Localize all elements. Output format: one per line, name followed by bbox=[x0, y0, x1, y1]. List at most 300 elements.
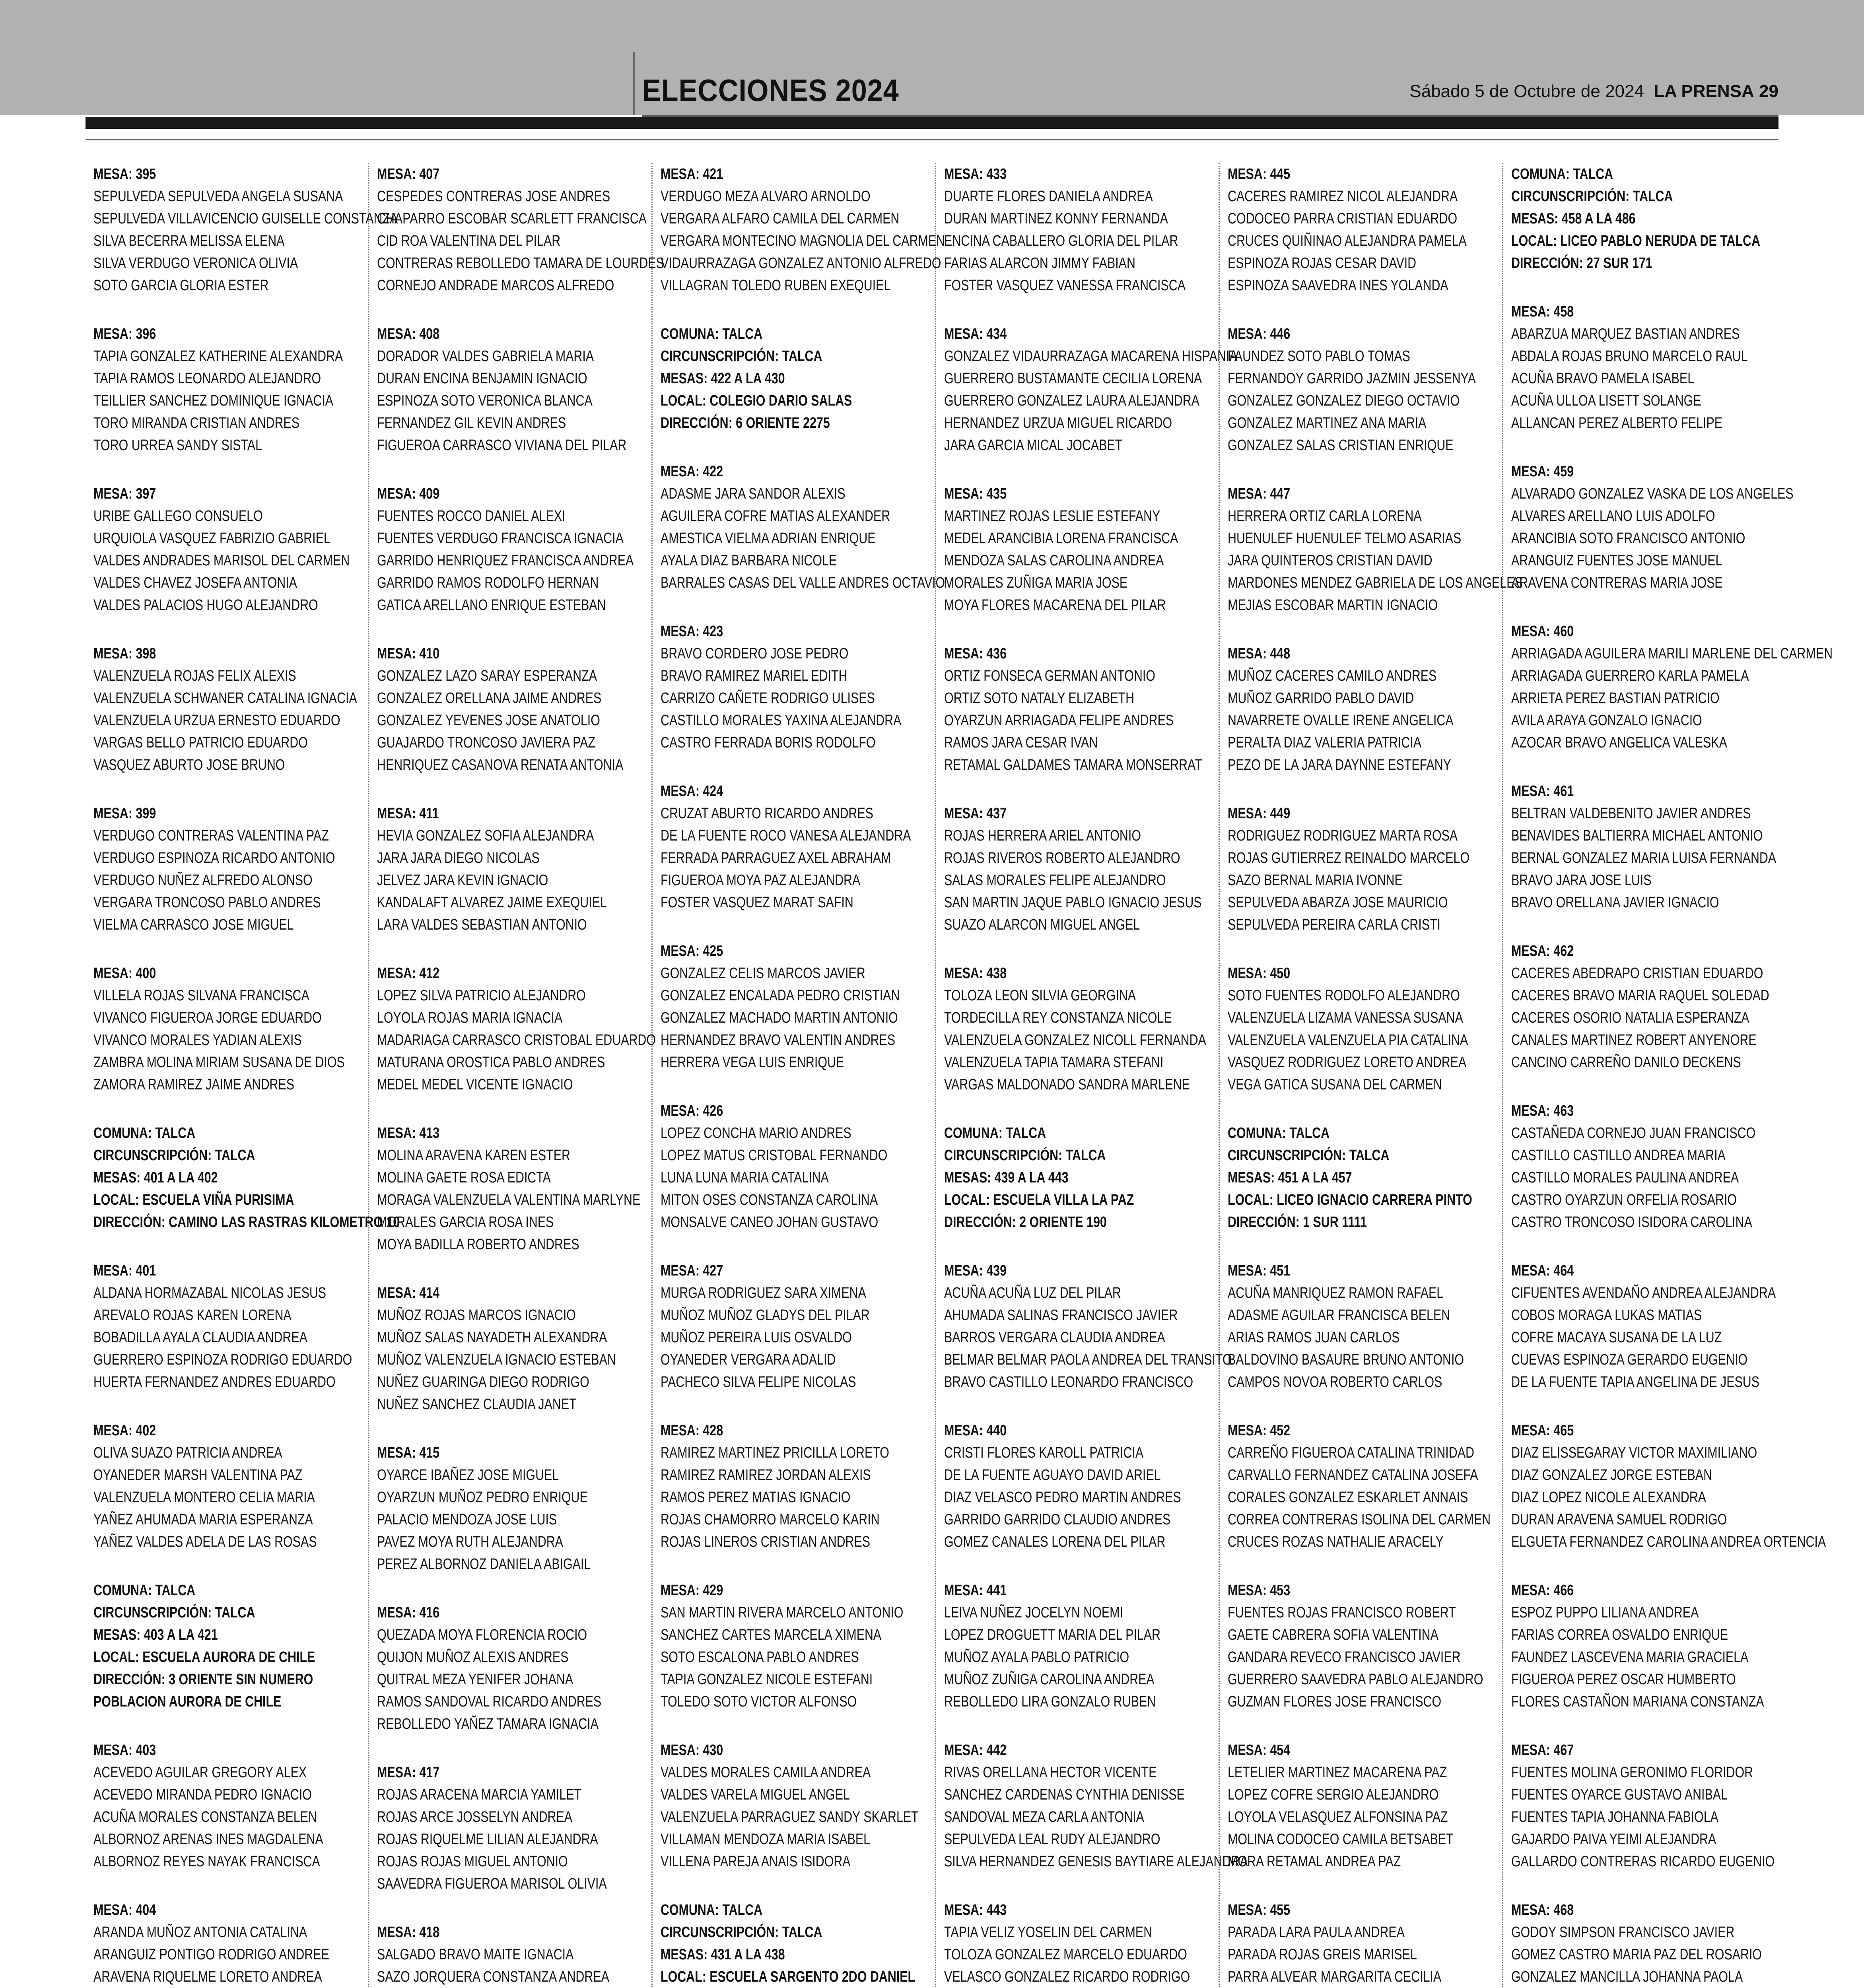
voter-name: MOYA FLORES MACARENA DEL PILAR bbox=[944, 597, 1166, 613]
voter-name: CORREA CONTRERAS ISOLINA DEL CARMEN bbox=[1228, 1511, 1491, 1528]
voter-name: ARAVENA CONTRERAS MARIA JOSE bbox=[1511, 575, 1723, 591]
voter-name: CESPEDES CONTRERAS JOSE ANDRES bbox=[377, 188, 610, 205]
voter-name: CIFUENTES AVENDAÑO ANDREA ALEJANDRA bbox=[1511, 1285, 1776, 1301]
mesa-title: MESA: 400 bbox=[93, 965, 156, 982]
mesa-title: MESA: 424 bbox=[661, 783, 723, 800]
mesa-title: MESA: 418 bbox=[377, 1924, 440, 1941]
polling-place-line: MESAS: 403 A LA 421 bbox=[93, 1627, 218, 1643]
voter-name: FUENTES ROCCO DANIEL ALEXI bbox=[377, 508, 566, 524]
mesa-title: MESA: 428 bbox=[661, 1422, 723, 1439]
voter-name: TOLOZA GONZALEZ MARCELO EDUARDO bbox=[944, 1946, 1187, 1963]
voter-name: ALLANCAN PEREZ ALBERTO FELIPE bbox=[1511, 415, 1723, 431]
voter-name: ACEVEDO MIRANDA PEDRO IGNACIO bbox=[93, 1786, 312, 1803]
voter-name: RAMOS JARA CESAR IVAN bbox=[944, 734, 1098, 751]
mesa-title: MESA: 397 bbox=[93, 485, 156, 502]
voter-name: FIGUEROA PEREZ OSCAR HUMBERTO bbox=[1511, 1671, 1736, 1688]
voter-name: SEPULVEDA LEAL RUDY ALEJANDRO bbox=[944, 1831, 1160, 1848]
voter-name: PARADA ROJAS GREIS MARISEL bbox=[1228, 1946, 1417, 1963]
voter-name: ORTIZ FONSECA GERMAN ANTONIO bbox=[944, 668, 1155, 684]
polling-place-line: DIRECCIÓN: 3 ORIENTE SIN NUMERO bbox=[93, 1671, 313, 1688]
polling-place-line: MESAS: 401 A LA 402 bbox=[93, 1169, 218, 1186]
mesa-block bbox=[377, 1602, 643, 1735]
polling-place-line: COMUNA: TALCA bbox=[661, 326, 763, 342]
voter-name: MOYA BADILLA ROBERTO ANDRES bbox=[377, 1236, 579, 1253]
voter-name: CASTILLO CASTILLO ANDREA MARIA bbox=[1511, 1147, 1726, 1164]
mesa-block bbox=[944, 1899, 1211, 1988]
voter-name: MEDEL MEDEL VICENTE IGNACIO bbox=[377, 1076, 573, 1093]
mesa-title: MESA: 449 bbox=[1228, 805, 1291, 822]
voter-name: AYALA DIAZ BARBARA NICOLE bbox=[661, 552, 837, 569]
mesa-block bbox=[377, 1122, 643, 1256]
voter-name: BRAVO JARA JOSE LUIS bbox=[1511, 872, 1652, 889]
mesa-block bbox=[661, 940, 927, 1074]
voter-name: CRUCES QUIÑINAO ALEJANDRA PAMELA bbox=[1228, 233, 1467, 249]
mesa-title: MESA: 468 bbox=[1511, 1902, 1574, 1918]
voter-name: GARRIDO RAMOS RODOLFO HERNAN bbox=[377, 575, 599, 591]
voter-name: VALENZUELA GONZALEZ NICOLL FERNANDA bbox=[944, 1032, 1206, 1048]
voter-name: RAMIREZ RAMIREZ JORDAN ALEXIS bbox=[661, 1467, 871, 1483]
voter-name: GONZALEZ MANCILLA JOHANNA PAOLA bbox=[1511, 1969, 1743, 1985]
mesa-title: MESA: 447 bbox=[1228, 485, 1291, 502]
polling-place-line: DIRECCIÓN: CAMINO LAS RASTRAS KILOMETRO 10 bbox=[93, 1214, 400, 1231]
mesa-title: MESA: 403 bbox=[93, 1742, 156, 1759]
voter-name: ACUÑA MORALES CONSTANZA BELEN bbox=[93, 1809, 317, 1825]
polling-place-line: COMUNA: TALCA bbox=[661, 1902, 763, 1918]
voter-name: CACERES BRAVO MARIA RAQUEL SOLEDAD bbox=[1511, 987, 1769, 1004]
voter-name: RAMOS SANDOVAL RICARDO ANDRES bbox=[377, 1693, 602, 1710]
voter-name: ARRIAGADA GUERRERO KARLA PAMELA bbox=[1511, 668, 1749, 684]
polling-place-line: LOCAL: ESCUELA VIÑA PURISIMA bbox=[93, 1192, 294, 1208]
mesa-block bbox=[944, 802, 1211, 936]
mesa-block bbox=[93, 1739, 360, 1873]
voter-name: JARA GARCIA MICAL JOCABET bbox=[944, 437, 1123, 454]
voter-name: ACUÑA ULLOA LISETT SOLANGE bbox=[1511, 392, 1701, 409]
voter-name: FUENTES MOLINA GERONIMO FLORIDOR bbox=[1511, 1764, 1753, 1781]
voter-name: MOLINA ARAVENA KAREN ESTER bbox=[377, 1147, 570, 1164]
voter-name: VALDES VARELA MIGUEL ANGEL bbox=[661, 1786, 850, 1803]
voter-name: SAN MARTIN RIVERA MARCELO ANTONIO bbox=[661, 1604, 904, 1621]
polling-place-line: CIRCUNSCRIPCIÓN: TALCA bbox=[93, 1604, 255, 1621]
voter-name: GALLARDO CONTRERAS RICARDO EUGENIO bbox=[1511, 1853, 1775, 1870]
mesa-block bbox=[93, 1260, 360, 1393]
voter-name: GUERRERO BUSTAMANTE CECILIA LORENA bbox=[944, 370, 1202, 387]
voter-name: RAMIREZ MARTINEZ PRICILLA LORETO bbox=[661, 1444, 889, 1461]
mesa-title: MESA: 409 bbox=[377, 485, 440, 502]
voter-name: FAUNDEZ SOTO PABLO TOMAS bbox=[1228, 348, 1410, 365]
mesa-block bbox=[377, 1282, 643, 1415]
voter-name: JARA JARA DIEGO NICOLAS bbox=[377, 850, 540, 866]
mesa-block bbox=[377, 1921, 643, 1988]
mesa-title: MESA: 462 bbox=[1511, 943, 1574, 959]
mesa-block bbox=[377, 1761, 643, 1895]
voter-name: OYANEDER VERGARA ADALID bbox=[661, 1351, 836, 1368]
mesa-title: MESA: 429 bbox=[661, 1582, 723, 1599]
mesa-title: MESA: 434 bbox=[944, 326, 1007, 342]
voter-name: FERNANDOY GARRIDO JAZMIN JESSENYA bbox=[1228, 370, 1476, 387]
voter-name: ROJAS RIQUELME LILIAN ALEJANDRA bbox=[377, 1831, 598, 1848]
voter-name: GAETE CABRERA SOFIA VALENTINA bbox=[1228, 1627, 1438, 1643]
mesa-title: MESA: 448 bbox=[1228, 645, 1291, 662]
voter-name: PEZO DE LA JARA DAYNNE ESTEFANY bbox=[1228, 757, 1451, 773]
voter-name: HERRERA VEGA LUIS ENRIQUE bbox=[661, 1054, 844, 1071]
voter-name: BRAVO CASTILLO LEONARDO FRANCISCO bbox=[944, 1374, 1193, 1390]
mesa-block bbox=[944, 1739, 1248, 1873]
mesa-title: MESA: 445 bbox=[1228, 166, 1291, 182]
voter-name: MORALES ZUÑIGA MARIA JOSE bbox=[944, 575, 1128, 591]
polling-place-line: CIRCUNSCRIPCIÓN: TALCA bbox=[944, 1147, 1106, 1164]
mesa-title: MESA: 440 bbox=[944, 1422, 1007, 1439]
polling-place-line: LOCAL: LICEO IGNACIO CARRERA PINTO bbox=[1228, 1192, 1472, 1208]
mesa-block bbox=[93, 962, 360, 1096]
polling-place-block bbox=[1511, 163, 1778, 274]
voter-name: ROJAS HERRERA ARIEL ANTONIO bbox=[944, 827, 1141, 844]
voter-name: LARA VALDES SEBASTIAN ANTONIO bbox=[377, 916, 587, 933]
voter-name: ROJAS RIVEROS ROBERTO ALEJANDRO bbox=[944, 850, 1180, 866]
voter-name: VERGARA TRONCOSO PABLO ANDRES bbox=[93, 894, 321, 911]
voter-name: VIVANCO FIGUEROA JORGE EDUARDO bbox=[93, 1010, 322, 1026]
polling-place-line: COMUNA: TALCA bbox=[1511, 166, 1613, 182]
voter-name: SILVA VERDUGO VERONICA OLIVIA bbox=[93, 255, 298, 272]
voter-name: BOBADILLA AYALA CLAUDIA ANDREA bbox=[93, 1329, 307, 1346]
mesa-block bbox=[1511, 301, 1778, 434]
listing-columns bbox=[86, 163, 1833, 1988]
voter-name: VIELMA CARRASCO JOSE MIGUEL bbox=[93, 916, 294, 933]
mesa-title: MESA: 452 bbox=[1228, 1422, 1291, 1439]
voter-name: GONZALEZ ORELLANA JAIME ANDRES bbox=[377, 690, 602, 707]
voter-name: SAAVEDRA FIGUEROA MARISOL OLIVIA bbox=[377, 1875, 607, 1892]
voter-name: CODOCEO PARRA CRISTIAN EDUARDO bbox=[1228, 210, 1458, 227]
voter-name: CACERES ABEDRAPO CRISTIAN EDUARDO bbox=[1511, 965, 1763, 982]
voter-name: CASTAÑEDA CORNEJO JUAN FRANCISCO bbox=[1511, 1125, 1756, 1142]
voter-name: GONZALEZ GONZALEZ DIEGO OCTAVIO bbox=[1228, 392, 1460, 409]
mesa-title: MESA: 422 bbox=[661, 463, 723, 480]
voter-name: URIBE GALLEGO CONSUELO bbox=[93, 508, 263, 524]
mesa-title: MESA: 398 bbox=[93, 645, 156, 662]
mesa-title: MESA: 399 bbox=[93, 805, 156, 822]
mesa-block bbox=[1511, 620, 1833, 754]
mesa-title: MESA: 437 bbox=[944, 805, 1007, 822]
voter-name: MORAGA VALENZUELA VALENTINA MARLYNE bbox=[377, 1192, 641, 1208]
voter-name: VARGAS BELLO PATRICIO EDUARDO bbox=[93, 734, 308, 751]
voter-name: JELVEZ JARA KEVIN IGNACIO bbox=[377, 872, 548, 889]
voter-name: DIAZ GONZALEZ JORGE ESTEBAN bbox=[1511, 1467, 1712, 1483]
voter-name: CARREÑO FIGUEROA CATALINA TRINIDAD bbox=[1228, 1444, 1474, 1461]
voter-name: YAÑEZ AHUMADA MARIA ESPERANZA bbox=[93, 1511, 313, 1528]
mesa-block bbox=[661, 1579, 927, 1713]
polling-place-line: COMUNA: TALCA bbox=[1228, 1125, 1330, 1142]
polling-place-block bbox=[661, 323, 927, 434]
voter-name: GUERRERO ESPINOZA RODRIGO EDUARDO bbox=[93, 1351, 352, 1368]
voter-name: CACERES OSORIO NATALIA ESPERANZA bbox=[1511, 1010, 1749, 1026]
voter-name: VILLENA PAREJA ANAIS ISIDORA bbox=[661, 1853, 851, 1870]
voter-name: CARVALLO FERNANDEZ CATALINA JOSEFA bbox=[1228, 1467, 1478, 1483]
voter-name: TAPIA VELIZ YOSELIN DEL CARMEN bbox=[944, 1924, 1153, 1941]
voter-name: GONZALEZ ENCALADA PEDRO CRISTIAN bbox=[661, 987, 900, 1004]
voter-name: HERRERA ORTIZ CARLA LORENA bbox=[1228, 508, 1422, 524]
voter-name: SILVA BECERRA MELISSA ELENA bbox=[93, 233, 285, 249]
voter-name: ZAMORA RAMIREZ JAIME ANDRES bbox=[93, 1076, 295, 1093]
voter-name: MONSALVE CANEO JOHAN GUSTAVO bbox=[661, 1214, 879, 1231]
voter-name: PARRA ALVEAR MARGARITA CECILIA bbox=[1228, 1969, 1442, 1985]
voter-name: SOTO ESCALONA PABLO ANDRES bbox=[661, 1649, 859, 1666]
voter-name: BARRALES CASAS DEL VALLE ANDRES OCTAVIO bbox=[661, 575, 945, 591]
column-1 bbox=[86, 163, 400, 1988]
mesa-block bbox=[661, 1419, 927, 1553]
mesa-block bbox=[1228, 483, 1523, 616]
voter-name: GATICA ARELLANO ENRIQUE ESTEBAN bbox=[377, 597, 606, 613]
voter-name: GOMEZ CANALES LORENA DEL PILAR bbox=[944, 1534, 1166, 1550]
mesa-title: MESA: 460 bbox=[1511, 623, 1574, 640]
voter-name: SALGADO BRAVO MAITE IGNACIA bbox=[377, 1946, 574, 1963]
polling-place-line: MESAS: 439 A LA 443 bbox=[944, 1169, 1069, 1186]
voter-name: VERDUGO NUÑEZ ALFREDO ALONSO bbox=[93, 872, 313, 889]
polling-place-block bbox=[93, 1579, 360, 1713]
polling-place-line: DIRECCIÓN: 1 SUR 1111 bbox=[1228, 1214, 1367, 1231]
mesa-title: MESA: 427 bbox=[661, 1262, 723, 1279]
voter-name: ELGUETA FERNANDEZ CAROLINA ANDREA ORTENCIA bbox=[1511, 1534, 1826, 1550]
voter-name: MATURANA OROSTICA PABLO ANDRES bbox=[377, 1054, 605, 1071]
voter-name: MUÑOZ SALAS NAYADETH ALEXANDRA bbox=[377, 1329, 607, 1346]
voter-name: GODOY SIMPSON FRANCISCO JAVIER bbox=[1511, 1924, 1735, 1941]
voter-name: VALDES ANDRADES MARISOL DEL CARMEN bbox=[93, 552, 350, 569]
voter-name: AHUMADA SALINAS FRANCISCO JAVIER bbox=[944, 1307, 1178, 1324]
voter-name: MOLINA CODOCEO CAMILA BETSABET bbox=[1228, 1831, 1454, 1848]
voter-name: QUIJON MUÑOZ ALEXIS ANDRES bbox=[377, 1649, 569, 1666]
voter-name: MURGA RODRIGUEZ SARA XIMENA bbox=[661, 1285, 866, 1301]
voter-name: MADARIAGA CARRASCO CRISTOBAL EDUARDO bbox=[377, 1032, 656, 1048]
voter-name: AGUILERA COFRE MATIAS ALEXANDER bbox=[661, 508, 890, 524]
voter-name: DIAZ VELASCO PEDRO MARTIN ANDRES bbox=[944, 1489, 1181, 1506]
voter-name: ARRIETA PEREZ BASTIAN PATRICIO bbox=[1511, 690, 1720, 707]
voter-name: CASTRO TRONCOSO ISIDORA CAROLINA bbox=[1511, 1214, 1752, 1231]
voter-name: PARADA LARA PAULA ANDREA bbox=[1228, 1924, 1405, 1941]
page-number: 29 bbox=[1759, 82, 1778, 101]
voter-name: FUENTES TAPIA JOHANNA FABIOLA bbox=[1511, 1809, 1718, 1825]
voter-name: DE LA FUENTE ROCO VANESA ALEJANDRA bbox=[661, 827, 911, 844]
voter-name: VERGARA ALFARO CAMILA DEL CARMEN bbox=[661, 210, 900, 227]
voter-name: QUEZADA MOYA FLORENCIA ROCIO bbox=[377, 1627, 587, 1643]
voter-name: DURAN MARTINEZ KONNY FERNANDA bbox=[944, 210, 1168, 227]
voter-name: CRISTI FLORES KAROLL PATRICIA bbox=[944, 1444, 1144, 1461]
voter-name: PAVEZ MOYA RUTH ALEJANDRA bbox=[377, 1534, 563, 1550]
voter-name: CARRIZO CAÑETE RODRIGO ULISES bbox=[661, 690, 875, 707]
voter-name: CASTRO FERRADA BORIS RODOLFO bbox=[661, 734, 876, 751]
polling-place-line: LOCAL: ESCUELA VILLA LA PAZ bbox=[944, 1192, 1134, 1208]
voter-name: CACERES RAMIREZ NICOL ALEJANDRA bbox=[1228, 188, 1458, 205]
voter-name: BARROS VERGARA CLAUDIA ANDREA bbox=[944, 1329, 1165, 1346]
polling-place-block bbox=[1228, 1122, 1494, 1233]
voter-name: GAJARDO PAIVA YEIMI ALEJANDRA bbox=[1511, 1831, 1716, 1848]
voter-name: NAVARRETE OVALLE IRENE ANGELICA bbox=[1228, 712, 1454, 729]
voter-name: MEJIAS ESCOBAR MARTIN IGNACIO bbox=[1228, 597, 1438, 613]
mesa-block bbox=[93, 802, 360, 936]
voter-name: QUITRAL MEZA YENIFER JOHANA bbox=[377, 1671, 573, 1688]
mesa-title: MESA: 442 bbox=[944, 1742, 1007, 1759]
voter-name: PALACIO MENDOZA JOSE LUIS bbox=[377, 1511, 557, 1528]
voter-name: CUEVAS ESPINOZA GERARDO EUGENIO bbox=[1511, 1351, 1748, 1368]
mesa-title: MESA: 441 bbox=[944, 1582, 1007, 1599]
voter-name: CASTRO OYARZUN ORFELIA ROSARIO bbox=[1511, 1192, 1737, 1208]
mesa-block bbox=[1228, 802, 1494, 936]
mesa-title: MESA: 411 bbox=[377, 805, 439, 822]
polling-place-line: LOCAL: ESCUELA AURORA DE CHILE bbox=[93, 1649, 315, 1666]
voter-name: ABARZUA MARQUEZ BASTIAN ANDRES bbox=[1511, 326, 1740, 342]
voter-name: LOYOLA ROJAS MARIA IGNACIA bbox=[377, 1010, 563, 1026]
voter-name: LUNA LUNA MARIA CATALINA bbox=[661, 1169, 829, 1186]
polling-place-line: CIRCUNSCRIPCIÓN: TALCA bbox=[1511, 188, 1673, 205]
mesa-title: MESA: 408 bbox=[377, 326, 440, 342]
voter-name: ESPINOZA SOTO VERONICA BLANCA bbox=[377, 392, 593, 409]
voter-name: VALDES MORALES CAMILA ANDREA bbox=[661, 1764, 871, 1781]
voter-name: ADASME AGUILAR FRANCISCA BELEN bbox=[1228, 1307, 1450, 1324]
voter-name: BELMAR BELMAR PAOLA ANDREA DEL TRANSITO bbox=[944, 1351, 1232, 1368]
voter-name: BERNAL GONZALEZ MARIA LUISA FERNANDA bbox=[1511, 850, 1777, 866]
voter-name: DE LA FUENTE AGUAYO DAVID ARIEL bbox=[944, 1467, 1161, 1483]
voter-name: FUENTES OYARCE GUSTAVO ANIBAL bbox=[1511, 1786, 1728, 1803]
voter-name: VELASCO GONZALEZ RICARDO RODRIGO bbox=[944, 1969, 1190, 1985]
mesa-title: MESA: 443 bbox=[944, 1902, 1007, 1918]
voter-name: SEPULVEDA PEREIRA CARLA CRISTI bbox=[1228, 916, 1440, 933]
voter-name: ARANDA MUÑOZ ANTONIA CATALINA bbox=[93, 1924, 307, 1941]
mesa-title: MESA: 463 bbox=[1511, 1103, 1574, 1119]
voter-name: ALBORNOZ REYES NAYAK FRANCISCA bbox=[93, 1853, 320, 1870]
voter-name: FUENTES ROJAS FRANCISCO ROBERT bbox=[1228, 1604, 1456, 1621]
voter-name: ROJAS GUTIERREZ REINALDO MARCELO bbox=[1228, 850, 1470, 866]
voter-name: SOTO FUENTES RODOLFO ALEJANDRO bbox=[1228, 987, 1460, 1004]
polling-place-line: LOCAL: LICEO PABLO NERUDA DE TALCA bbox=[1511, 233, 1760, 249]
voter-name: RODRIGUEZ RODRIGUEZ MARTA ROSA bbox=[1228, 827, 1458, 844]
voter-name: GUERRERO SAAVEDRA PABLO ALEJANDRO bbox=[1228, 1671, 1483, 1688]
polling-place-line: POBLACION AURORA DE CHILE bbox=[93, 1693, 282, 1710]
mesa-block bbox=[1228, 323, 1494, 456]
voter-name: VALDES PALACIOS HUGO ALEJANDRO bbox=[93, 597, 318, 613]
voter-name: ESPINOZA SAAVEDRA INES YOLANDA bbox=[1228, 277, 1448, 294]
voter-name: TORO URREA SANDY SISTAL bbox=[93, 437, 262, 454]
mesa-title: MESA: 425 bbox=[661, 943, 723, 959]
voter-name: ROJAS CHAMORRO MARCELO KARIN bbox=[661, 1511, 880, 1528]
mesa-title: MESA: 402 bbox=[93, 1422, 156, 1439]
mesa-block bbox=[1511, 1419, 1826, 1553]
mesa-title: MESA: 454 bbox=[1228, 1742, 1291, 1759]
voter-name: VARGAS MALDONADO SANDRA MARLENE bbox=[944, 1076, 1190, 1093]
voter-name: VALENZUELA MONTERO CELIA MARIA bbox=[93, 1489, 315, 1506]
voter-name: ARANGUIZ FUENTES JOSE MANUEL bbox=[1511, 552, 1722, 569]
voter-name: OLIVA SUAZO PATRICIA ANDREA bbox=[93, 1444, 282, 1461]
mesa-title: MESA: 466 bbox=[1511, 1582, 1574, 1599]
voter-name: MARTINEZ ROJAS LESLIE ESTEFANY bbox=[944, 508, 1160, 524]
mesa-block bbox=[1511, 940, 1778, 1074]
mesa-block bbox=[93, 1419, 360, 1553]
mesa-title: MESA: 404 bbox=[93, 1902, 156, 1918]
top-thin-rule bbox=[86, 139, 1778, 140]
voter-name: GUERRERO GONZALEZ LAURA ALEJANDRA bbox=[944, 392, 1199, 409]
voter-name: ALDANA HORMAZABAL NICOLAS JESUS bbox=[93, 1285, 327, 1301]
voter-name: ALVARADO GONZALEZ VASKA DE LOS ANGELES bbox=[1511, 485, 1794, 502]
voter-name: ROJAS ARCE JOSSELYN ANDREA bbox=[377, 1809, 573, 1825]
mesa-title: MESA: 435 bbox=[944, 485, 1007, 502]
voter-name: CANCINO CARREÑO DANILO DECKENS bbox=[1511, 1054, 1741, 1071]
mesa-title: MESA: 461 bbox=[1511, 783, 1574, 800]
polling-place-line: CIRCUNSCRIPCIÓN: TALCA bbox=[1228, 1147, 1390, 1164]
voter-name: AMESTICA VIELMA ADRIAN ENRIQUE bbox=[661, 530, 876, 547]
polling-place-block bbox=[93, 1122, 400, 1233]
voter-name: VERGARA MONTECINO MAGNOLIA DEL CARMEN bbox=[661, 233, 945, 249]
voter-name: VALENZUELA VALENZUELA PIA CATALINA bbox=[1228, 1032, 1468, 1048]
mesa-block bbox=[661, 1739, 927, 1873]
voter-name: VALDES CHAVEZ JOSEFA ANTONIA bbox=[93, 575, 297, 591]
voter-name: KANDALAFT ALVAREZ JAIME EXEQUIEL bbox=[377, 894, 607, 911]
voter-name: DE LA FUENTE TAPIA ANGELINA DE JESUS bbox=[1511, 1374, 1759, 1390]
column-3 bbox=[653, 163, 945, 1988]
voter-name: LOPEZ DROGUETT MARIA DEL PILAR bbox=[944, 1627, 1160, 1643]
voter-name: AREVALO ROJAS KAREN LORENA bbox=[93, 1307, 292, 1324]
voter-name: RETAMAL GALDAMES TAMARA MONSERRAT bbox=[944, 757, 1202, 773]
voter-name: CRUCES ROZAS NATHALIE ARACELY bbox=[1228, 1534, 1444, 1550]
voter-name: HUENULEF HUENULEF TELMO ASARIAS bbox=[1228, 530, 1462, 547]
polling-place-line: DIRECCIÓN: 2 ORIENTE 190 bbox=[944, 1214, 1107, 1231]
mesa-block bbox=[1228, 1579, 1494, 1713]
voter-name: ORTIZ SOTO NATALY ELIZABETH bbox=[944, 690, 1135, 707]
mesa-block bbox=[944, 643, 1211, 776]
mesa-block bbox=[661, 780, 927, 914]
mesa-title: MESA: 446 bbox=[1228, 326, 1291, 342]
voter-name: PERALTA DIAZ VALERIA PATRICIA bbox=[1228, 734, 1422, 751]
mesa-block bbox=[1228, 1739, 1494, 1873]
voter-name: CONTRERAS REBOLLEDO TAMARA DE LOURDES bbox=[377, 255, 664, 272]
voter-name: GARRIDO GARRIDO CLAUDIO ANDRES bbox=[944, 1511, 1171, 1528]
voter-name: TAPIA RAMOS LEONARDO ALEJANDRO bbox=[93, 370, 321, 387]
publication-date: Sábado 5 de Octubre de 2024 bbox=[1409, 82, 1644, 101]
voter-name: CASTILLO MORALES YAXINA ALEJANDRA bbox=[661, 712, 902, 729]
mesa-block bbox=[944, 1579, 1211, 1713]
voter-name: VASQUEZ RODRIGUEZ LORETO ANDREA bbox=[1228, 1054, 1467, 1071]
polling-place-line: LOCAL: COLEGIO DARIO SALAS bbox=[661, 392, 852, 409]
mesa-title: MESA: 439 bbox=[944, 1262, 1007, 1279]
voter-name: YAÑEZ VALDES ADELA DE LAS ROSAS bbox=[93, 1534, 317, 1550]
voter-name: ACEVEDO AGUILAR GREGORY ALEX bbox=[93, 1764, 307, 1781]
voter-name: OYANEDER MARSH VALENTINA PAZ bbox=[93, 1467, 303, 1483]
mesa-title: MESA: 413 bbox=[377, 1125, 440, 1142]
mesa-block bbox=[377, 1442, 643, 1575]
voter-name: FOSTER VASQUEZ MARAT SAFIN bbox=[661, 894, 853, 911]
polling-place-line: LOCAL: ESCUELA SARGENTO 2DO DANIEL bbox=[661, 1969, 915, 1985]
mesa-block bbox=[377, 163, 664, 297]
voter-name: MUÑOZ VALENZUELA IGNACIO ESTEBAN bbox=[377, 1351, 616, 1368]
polling-place-line: MESAS: 458 A LA 486 bbox=[1511, 210, 1636, 227]
voter-name: TOLEDO SOTO VICTOR ALFONSO bbox=[661, 1693, 857, 1710]
mesa-block bbox=[377, 643, 643, 776]
voter-name: VALENZUELA URZUA ERNESTO EDUARDO bbox=[93, 712, 340, 729]
voter-name: GARRIDO HENRIQUEZ FRANCISCA ANDREA bbox=[377, 552, 634, 569]
polling-place-block bbox=[661, 1899, 927, 1988]
mesa-block bbox=[944, 1419, 1211, 1553]
voter-name: MUÑOZ ZUÑIGA CAROLINA ANDREA bbox=[944, 1671, 1155, 1688]
voter-name: TORO MIRANDA CRISTIAN ANDRES bbox=[93, 415, 300, 431]
mesa-block bbox=[93, 323, 360, 456]
voter-name: GONZALEZ LAZO SARAY ESPERANZA bbox=[377, 668, 597, 684]
mesa-block bbox=[944, 323, 1238, 456]
voter-name: ACUÑA BRAVO PAMELA ISABEL bbox=[1511, 370, 1695, 387]
voter-name: VEGA GATICA SUSANA DEL CARMEN bbox=[1228, 1076, 1442, 1093]
mesa-title: MESA: 438 bbox=[944, 965, 1007, 982]
voter-name: FUENTES VERDUGO FRANCISCA IGNACIA bbox=[377, 530, 624, 547]
voter-name: MUÑOZ MUÑOZ GLADYS DEL PILAR bbox=[661, 1307, 870, 1324]
mesa-title: MESA: 395 bbox=[93, 166, 156, 182]
mesa-block bbox=[944, 163, 1211, 297]
mesa-block bbox=[93, 1899, 360, 1988]
voter-name: GONZALEZ MARTINEZ ANA MARIA bbox=[1228, 415, 1427, 431]
voter-name: CORALES GONZALEZ ESKARLET ANNAIS bbox=[1228, 1489, 1468, 1506]
